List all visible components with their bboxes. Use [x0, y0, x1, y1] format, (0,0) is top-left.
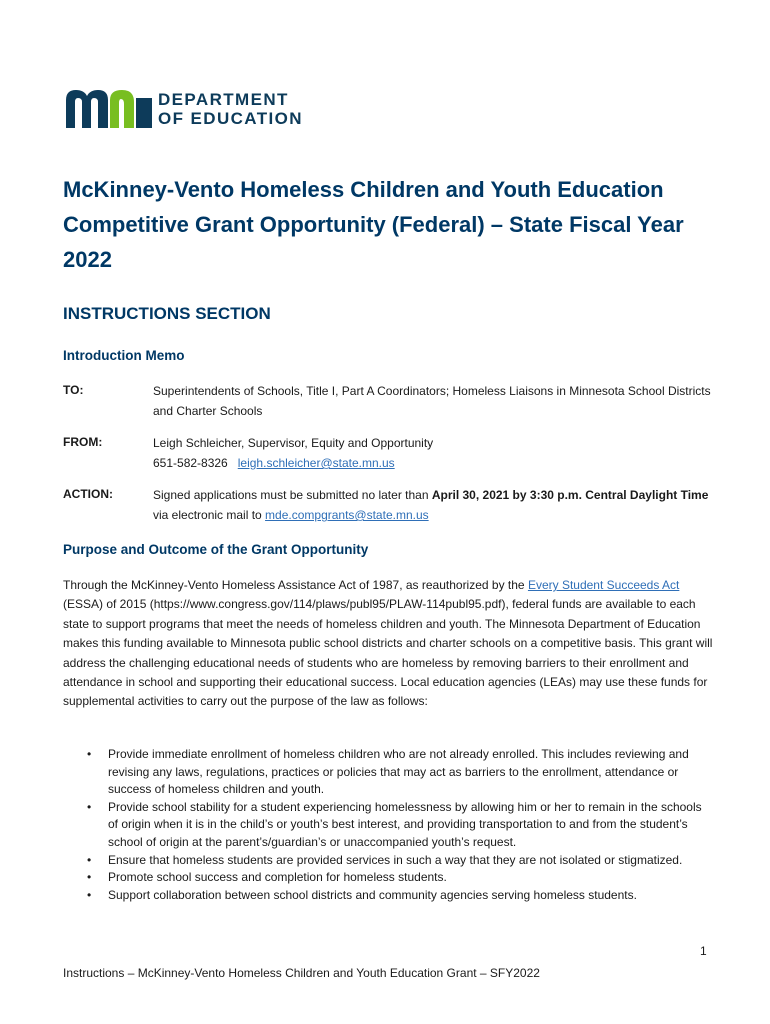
purpose-paragraph: [63, 576, 713, 712]
memo-from-label: FROM:: [63, 435, 103, 449]
memo-action-text-1: Signed applications must be submitted no later than: [153, 488, 432, 502]
purpose-text-1: Through the McKinney-Vento Homeless Assistance Act of 1987, as reauthorized by the: [63, 578, 528, 592]
bullet-icon: •: [87, 887, 92, 902]
list-item: [63, 799, 713, 852]
memo-action-text-2: via electronic mail to: [153, 508, 266, 522]
list-item-text: Support collaboration between school districts and community agencies serving homeless students.: [108, 887, 637, 902]
bullet-icon: •: [87, 747, 92, 761]
purpose-heading: Purpose and Outcome of the Grant Opportunity: [63, 542, 369, 557]
logo-wordmark: [158, 90, 303, 128]
document-title: McKinney-Vento Homeless Children and Youth Education Competitive Grant Opportunity (Federal) – State Fiscal Year 2022: [63, 177, 684, 272]
memo-from-phone: 651-582-8326: [153, 456, 228, 470]
memo-action-deadline: April 30, 2021 by 3:30 p.m. Central Daylight Time: [431, 488, 709, 502]
mn-logo-mark-icon: [66, 90, 152, 128]
memo-from-value: [153, 433, 713, 473]
intro-memo-heading: Introduction Memo: [63, 348, 185, 363]
list-item-text: Provide immediate enrollment of homeless children who are not already enrolled. This includes reviewing and revising any laws, regulations, practices or policies that may act as barriers to the enrollment, attendance or success of homeless children and youth.: [108, 747, 689, 797]
bullet-icon: •: [87, 799, 92, 814]
bullet-icon: •: [87, 852, 92, 867]
list-item: [63, 746, 713, 799]
list-item-text: Promote school success and completion for homeless students.: [108, 870, 447, 885]
logo-line-2: OF EDUCATION: [158, 109, 303, 128]
memo-to-label: TO:: [63, 383, 84, 397]
page-footer: Instructions – McKinney-Vento Homeless Children and Youth Education Grant – SFY2022: [63, 966, 540, 980]
memo-action-label: ACTION:: [63, 487, 113, 501]
logo-line-1: DEPARTMENT: [158, 90, 289, 109]
page-number: 1: [700, 944, 707, 958]
list-item: [63, 887, 713, 905]
memo-action-value: [153, 485, 713, 525]
activities-list: [63, 746, 713, 904]
bullet-icon: •: [87, 870, 92, 885]
mde-logo: [66, 90, 336, 130]
memo-to-value: Superintendents of Schools, Title I, Part A Coordinators; Homeless Liaisons in Minnesota School Districts and Charter Schools: [153, 384, 711, 418]
list-item: [63, 852, 713, 870]
list-item: [63, 869, 713, 887]
memo-from-contact: [153, 453, 713, 473]
purpose-text-2: (ESSA) of 2015 (https://www.congress.gov/114/plaws/publ95/PLAW-114publ95.pdf), federal funds are available to each state to support programs that meet the needs of homeless children and youth. The Minnesota Department of Education makes this funding available to Minnesota public school districts and charter schools on a competitive basis. This grant will address the challenging educational needs of students who are homeless by removing barriers to their enrollment and attendance in school and supporting their educational success. Local education agencies (LEAs) may use these funds for supplemental activities to carry out the purpose of the law as follows:: [63, 597, 713, 709]
instructions-heading: INSTRUCTIONS SECTION: [63, 304, 271, 323]
list-item-text: Provide school stability for a student experiencing homelessness by allowing him or her to remain in the schools of origin when it is in the child’s or youth’s best interest, and providing transportation to and from the student’s school of origin at the parent’s/guardian’s or unaccompanied youth’s request.: [108, 799, 702, 849]
list-item-text: Ensure that homeless students are provided services in such a way that they are not isolated or stigmatized.: [108, 852, 683, 867]
memo-from-email-link[interactable]: leigh.schleicher@state.mn.us: [237, 456, 395, 470]
memo-action-email-link[interactable]: mde.compgrants@state.mn.us: [265, 508, 429, 522]
memo-from-name: Leigh Schleicher, Supervisor, Equity and Opportunity: [153, 436, 434, 450]
essa-link[interactable]: Every Student Succeeds Act: [527, 578, 680, 592]
